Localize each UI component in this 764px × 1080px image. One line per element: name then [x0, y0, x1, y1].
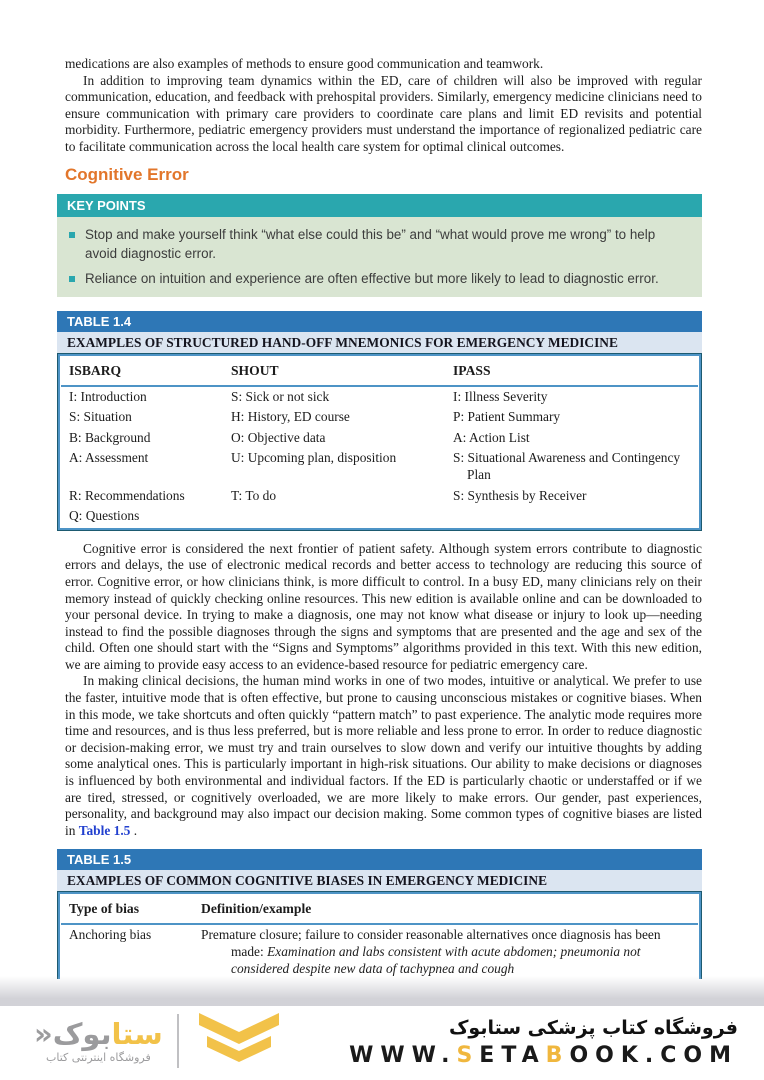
paragraph-clinical-decisions	[57, 673, 702, 839]
table-cell: S: Sick or not sick	[231, 388, 330, 404]
table-cell: A: Assessment	[69, 450, 149, 466]
column-header: ISBARQ	[69, 362, 122, 378]
bullet-square-icon	[69, 232, 75, 238]
table-row	[61, 448, 698, 485]
key-points-title: KEY POINTS	[57, 194, 702, 217]
table-1-5-header-row	[61, 895, 698, 925]
website-url[interactable]	[349, 1043, 738, 1068]
paragraph-2-text: In making clinical decisions, the human mind works in one of two modes, intuitive or analytical. We prefer to use the faster, intuitive mode that is often effective, but prone to causing unconscious mistakes or cognitive biases. When in this mode, we take shortcuts and often quickly “pattern match” to past experience. The analytic mode requires more time and resources, and is thus less preferred, but is more reliable and less prone to error. In order to reduce diagnostic or decision-making error, we must try and train ourselves to slow down and verify our intuitive thoughts by adding some analytical ones. This is particularly important in high-risk situations. Our ability to make decisions or diagnoses is influenced by both environmental and individual factors. If the ED is particularly chaotic or understaffed or if we are tired, stressed, or cognitively overloaded, we are more likely to make errors. Our gender, past experiences, personality, and background may also impact our decision making. Some common types of cognitive biases are listed in	[65, 673, 702, 838]
key-point-item	[67, 269, 688, 288]
table-cell: I: Introduction	[69, 388, 147, 404]
bias-type-cell: Anchoring bias	[69, 927, 152, 943]
url-segment: B	[545, 1042, 570, 1068]
table-row	[61, 428, 698, 449]
definition-example: Examination and labs consistent with acute abdomen; pneumonia not considered despite new data of tachypnea and cough	[231, 944, 641, 976]
table-row	[61, 486, 698, 507]
column-header: Type of bias	[69, 901, 139, 917]
wordmark-gray-part: بوک	[52, 1016, 112, 1051]
url-segment: WWW.	[349, 1042, 457, 1068]
table-cell: H: History, ED course	[231, 409, 350, 425]
setabook-wordmark-block	[34, 1016, 163, 1064]
key-point-text: Reliance on intuition and experience are often effective but more likely to lead to diagnostic error.	[85, 270, 659, 286]
table-cell: I: Illness Severity	[453, 388, 548, 404]
table-1-5-title: EXAMPLES OF COMMON COGNITIVE BIASES IN EMERGENCY MEDICINE	[57, 870, 702, 891]
column-header: Definition/example	[201, 901, 312, 917]
key-points-list	[57, 217, 702, 297]
page-content	[57, 56, 702, 989]
key-point-text: Stop and make yourself think “what else could this be” and “what would prove me wrong” to help avoid diagnostic error.	[85, 226, 656, 261]
section-heading-cognitive-error: Cognitive Error	[65, 164, 189, 184]
url-segment: OOK.COM	[569, 1042, 738, 1068]
paragraph-intro: In addition to improving team dynamics within the ED, care of children will also be improved with regular communication, education, and feedback with prehospital providers. Similarly, emergency medicine clinicians need to ensure communication with primary care providers to coordinate care plans and limit ED revisits and potential morbidity. Furthermore, pediatric emergency providers must understand the importance of regionalized pediatric care to facilitate communication across the local health care system for optimal clinical outcomes.	[65, 72, 702, 154]
table-cell: Q: Questions	[69, 508, 140, 524]
wordmark-chevrons-icon: «	[34, 1016, 53, 1051]
paragraph-2-tail: .	[130, 822, 138, 838]
table-cell: S: Synthesis by Receiver	[453, 487, 587, 503]
table-cell: S: Situation	[69, 409, 132, 425]
definition-cell	[193, 925, 698, 979]
table-1-4-label: TABLE 1.4	[57, 311, 702, 332]
table-1-5-grid	[57, 891, 702, 979]
table-row	[61, 407, 698, 428]
logo-subtitle: فروشگاه اینترنتی کتاب	[46, 1050, 151, 1064]
chevron-emblem-icon	[193, 1009, 285, 1074]
table-1-5-box	[57, 849, 702, 979]
table-cell: R: Recommendations	[69, 487, 185, 503]
column-header: SHOUT	[231, 362, 279, 378]
table-cell: S: Situational Awareness and Contingency Plan	[453, 450, 681, 482]
table-1-5-label: TABLE 1.5	[57, 849, 702, 870]
store-info	[349, 1015, 738, 1068]
setabook-logo[interactable]	[34, 1009, 285, 1074]
table-1-4-box	[57, 311, 702, 531]
column-header: IPASS	[453, 362, 491, 378]
store-name-farsi: فروشگاه کتاب پزشکی ستابوک	[448, 1016, 738, 1039]
table-cell	[223, 506, 445, 527]
setabook-wordmark	[34, 1016, 163, 1051]
table-1-4-header-row	[61, 357, 698, 387]
wordmark-yellow-part: ستا	[111, 1016, 163, 1051]
table-1-4-grid	[57, 353, 702, 531]
paragraph-cognitive-error: Cognitive error is considered the next frontier of patient safety. Although system errors contribute to diagnostic errors and delays, the use of electronic medical records and better access to technology are reducing this source of error. Cognitive error, or how clinicians think, is more difficult to control. In a busy ED, many clinicians rely on their memory instead of quickly checking online resources. This new edition is available online and can be downloaded to your personal device. In trying to make a diagnosis, one may not know what disease or injury to look up—needing instead to find the possible diagnoses through the signs and symptoms that are presented and the age and sex of the child. Often one should start with the “Signs and Symptoms” algorithms provided in this text. With this new edition, we are aiming to provide easy access to an evidence-based resource for pediatric emergency care.	[65, 540, 702, 672]
url-segment: ETA	[479, 1042, 546, 1068]
table-cell: T: To do	[231, 487, 277, 503]
table-cell: O: Objective data	[231, 429, 326, 445]
table-cell: B: Background	[69, 429, 151, 445]
table-1-5-link[interactable]: Table 1.5	[78, 822, 131, 838]
key-point-item	[67, 225, 688, 263]
url-segment: S	[456, 1042, 480, 1068]
table-row	[61, 387, 698, 408]
table-cell: A: Action List	[453, 429, 530, 445]
bullet-square-icon	[69, 276, 75, 282]
table-row	[61, 506, 698, 527]
definition-plain: Premature closure; failure to consider reasonable alternatives once diagnosis has been made:	[201, 927, 661, 959]
paragraph-intro-line: medications are also examples of methods to ensure good communication and teamwork.	[65, 56, 544, 71]
table-1-4-title: EXAMPLES OF STRUCTURED HAND-OFF MNEMONICS FOR EMERGENCY MEDICINE	[57, 332, 702, 353]
table-cell: U: Upcoming plan, disposition	[231, 450, 397, 466]
table-cell: P: Patient Summary	[453, 409, 561, 425]
table-cell	[445, 506, 698, 527]
key-points-box	[57, 194, 702, 297]
logo-divider	[177, 1014, 179, 1068]
table-row	[61, 925, 698, 979]
footer	[0, 1006, 764, 1080]
